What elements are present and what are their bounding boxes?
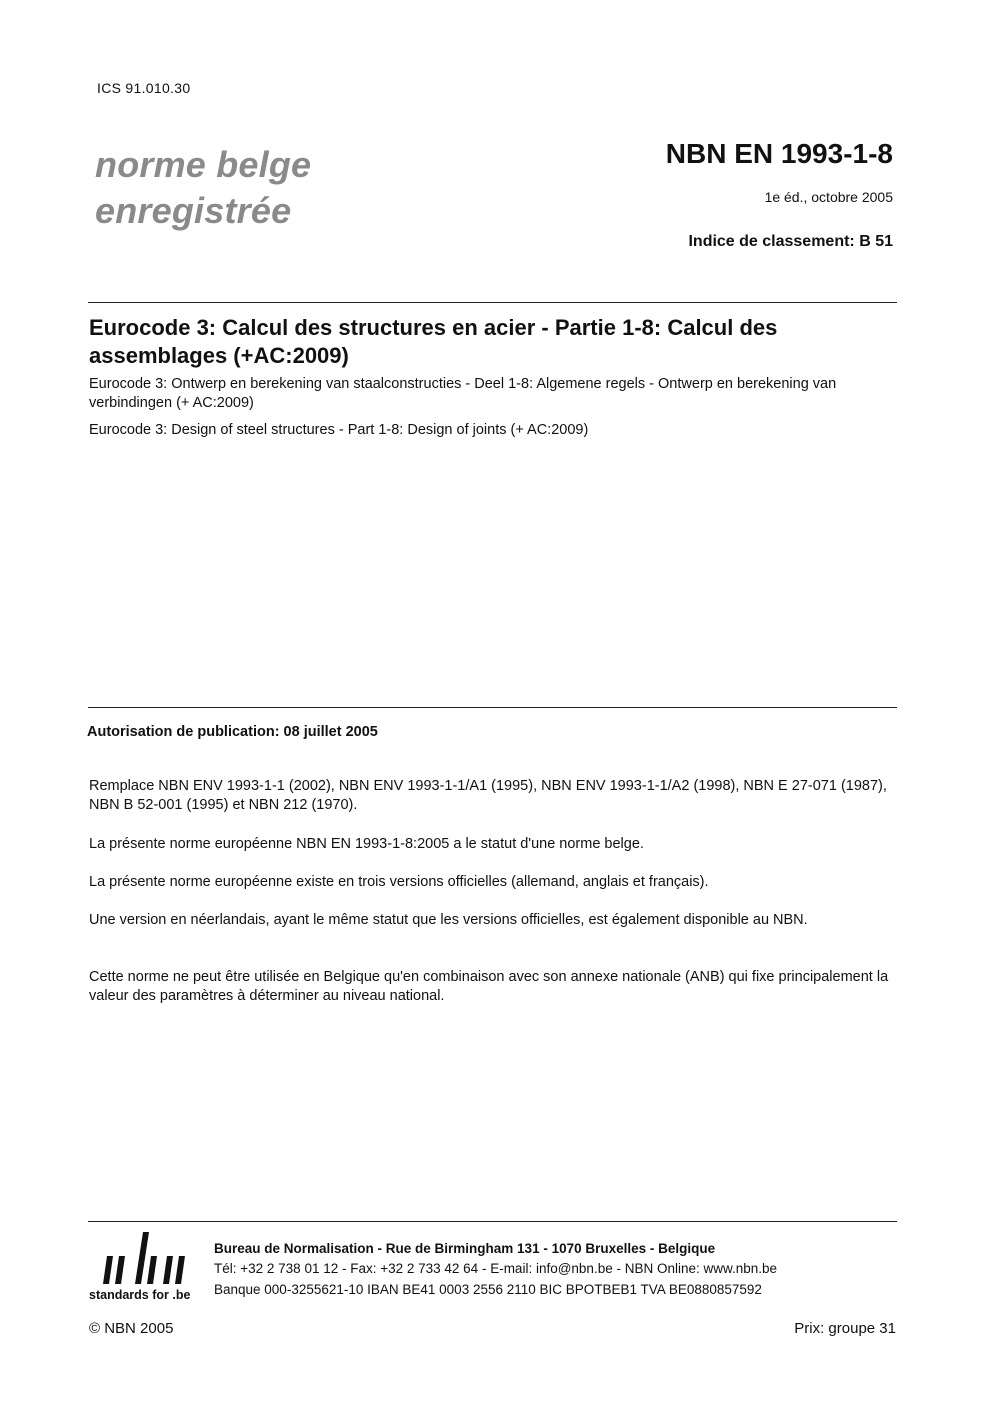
paragraph-versions: La présente norme européenne existe en trois versions officielles (allemand, anglais et français). xyxy=(89,874,709,890)
nbn-logo-text: nbn xyxy=(89,1228,91,1229)
title-french: Eurocode 3: Calcul des structures en acier - Partie 1-8: Calcul des assemblages (+AC:2009) xyxy=(89,315,778,368)
edition-date: 1e éd., octobre 2005 xyxy=(764,189,893,205)
paragraph-status: La présente norme européenne NBN EN 1993-1-8:2005 a le statut d'une norme belge. xyxy=(89,836,644,852)
divider-top xyxy=(88,302,897,303)
nbn-logo-mark xyxy=(103,1232,185,1284)
logo-tagline: standards for .be xyxy=(89,1288,191,1302)
paragraph-national-annex: Cette norme ne peut être utilisée en Belgique qu'en combinaison avec son annexe nationale (ANB) qui fixe principalement la valeur des paramètres à déterminer au niveau national. xyxy=(89,969,889,1004)
brand-line-1: norme belge xyxy=(95,144,312,185)
copyright: © NBN 2005 xyxy=(89,1320,174,1337)
divider-middle xyxy=(88,707,897,708)
title-dutch: Eurocode 3: Ontwerp en berekening van staalconstructies - Deel 1-8: Algemene regels - Ontwerp en berekening van verbindingen (+ AC:2009) xyxy=(89,376,837,411)
bank-line: Banque 000-3255621-10 IBAN BE41 0003 2556 2110 BIC BPOTBEB1 TVA BE0880857592 xyxy=(214,1282,762,1297)
classification-index: Indice de classement: B 51 xyxy=(688,233,893,250)
address-line-1: Bureau de Normalisation - Rue de Birmingham 131 - 1070 Bruxelles - Belgique xyxy=(214,1241,716,1256)
standard-id: NBN EN 1993-1-8 xyxy=(665,138,893,169)
contact-line: Tél: +32 2 738 01 12 - Fax: +32 2 733 42 64 - E-mail: info@nbn.be - NBN Online: www.nbn.be xyxy=(214,1261,778,1276)
ics-code: ICS 91.010.30 xyxy=(97,80,191,96)
price-group: Prix: groupe 31 xyxy=(794,1320,896,1337)
title-english: Eurocode 3: Design of steel structures - Part 1-8: Design of joints (+ AC:2009) xyxy=(89,422,589,438)
divider-footer xyxy=(88,1221,897,1222)
publication-authorisation: Autorisation de publication: 08 juillet 2005 xyxy=(87,724,378,740)
paragraph-dutch-version: Une version en néerlandais, ayant le même statut que les versions officielles, est également disponible au NBN. xyxy=(89,912,808,928)
brand-line-2: enregistrée xyxy=(95,190,292,231)
brand-title xyxy=(95,142,311,234)
paragraph-replaces: Remplace NBN ENV 1993-1-1 (2002), NBN ENV 1993-1-1/A1 (1995), NBN ENV 1993-1-1/A2 (1998), NBN E 27-071 (1987), NBN B 52-001 (1995) et NBN 212 (1970). xyxy=(89,778,887,813)
